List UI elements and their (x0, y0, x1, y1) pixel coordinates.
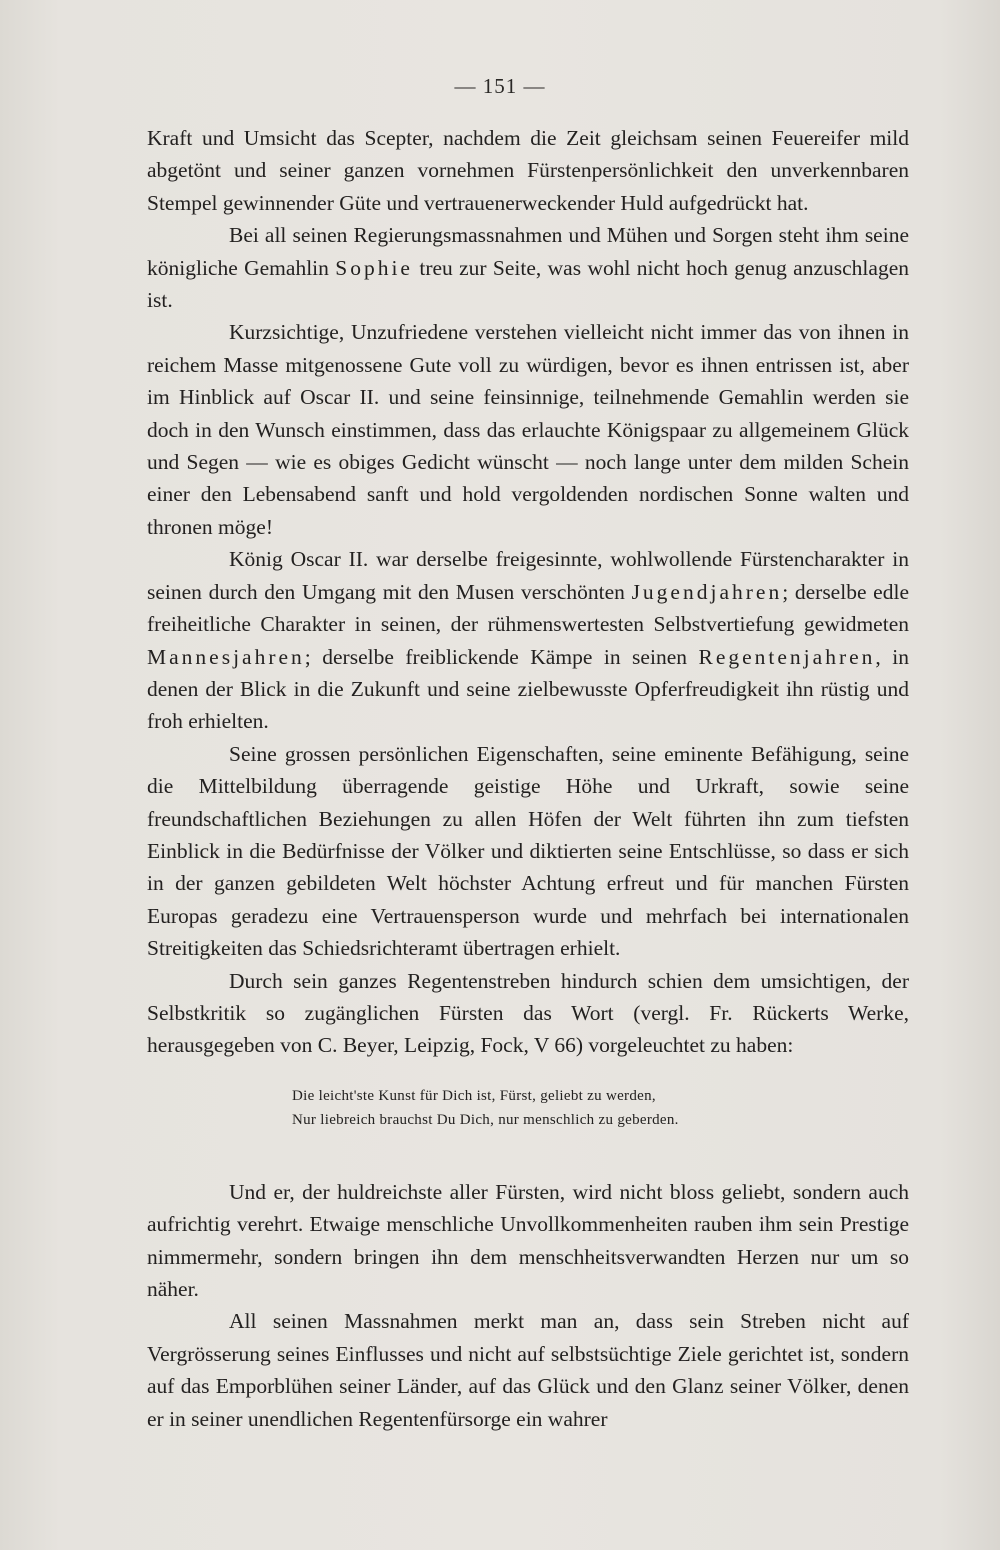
paragraph-8-text: All seinen Massnahmen merkt man an, dass sein Streben nicht auf Vergrösserung seines Einflusses und nicht auf selbstsüchtige Ziele gerichtet ist, sondern auf das Emporblühen seiner Länder, auf das Glück und den Glanz seiner Völker, denen er in seiner unendlichen Regentenfürsorge ein wahrer (147, 1309, 909, 1431)
paragraph-3 (147, 316, 909, 543)
paragraph-2-text-a: Bei all seinen Regierungsmassnahmen und Mühen und Sorgen steht ihm seine königliche Gemahlin (147, 223, 909, 280)
verse-line-1: Die leicht'ste Kunst für Dich ist, Fürst, geliebt zu werden, (292, 1087, 656, 1104)
spaced-name-sophie: Sophie (335, 255, 413, 280)
paragraph-4-text-c: ; derselbe freiblickende Kämpe in seinen (304, 644, 699, 669)
paragraph-2-text-b: treu zur Seite, was wohl nicht hoch genug anzuschlagen ist. (147, 255, 909, 313)
paragraph-1-text: Kraft und Umsicht das Scepter, nachdem die Zeit gleichsam seinen Feuereifer mild abgetönt und seiner ganzen vornehmen Fürstenpersönlichkeit den unverkennbaren Stempel gewinnender Güte und vertrauenerweckender Huld aufgedrückt hat. (147, 126, 909, 215)
paragraph-4-text-b: ; derselbe edle freiheitliche Charakter in seinen, der rühmenswertesten Selbstvertiefung gewidmeten (147, 579, 909, 637)
paragraph-6 (147, 965, 909, 1062)
paragraph-5 (147, 738, 909, 965)
paragraph-3-text: Kurzsichtige, Unzufriedene verstehen vielleicht nicht immer das von ihnen in reichem Masse mitgenossene Gute voll zu würdigen, bevor es ihnen entrissen ist, aber im Hinblick auf Oscar II. und seine feinsinnige, teilnehmende Gemahlin werden sie doch in den Wunsch einstimmen, dass das erlauchte Königspaar zu allgemeinem Glück und Segen — wie es obiges Gedicht wünscht — noch lange unter dem milden Schein einer den Lebensabend sanft und hold vergoldenden nordischen Sonne walten und thronen möge! (147, 320, 909, 539)
verse-line-2: Nur liebreich brauchst Du Dich, nur menschlich zu geberden. (292, 1111, 679, 1128)
paragraph-7 (147, 1176, 909, 1306)
paragraph-5-text: Seine grossen persönlichen Eigenschaften, seine eminente Befähigung, seine die Mittelbildung überragende geistige Höhe und Urkraft, sowie seine freundschaftlichen Beziehungen zu allen Höfen der Welt führten ihn zum tiefsten Einblick in die Bedürfnisse der Völker und diktierten seine Entschlüsse, so dass er sich in der ganzen gebildeten Welt höchster Achtung erfreut und für manchen Fürsten Europas geradezu eine Vertrauensperson wurde und mehrfach bei internationalen Streitigkeiten das Schiedsrichteramt übertragen erhielt. (147, 741, 909, 961)
spaced-word-mannesjahren: Mannesjahren (147, 644, 305, 669)
paragraph-4-text-d: , in denen der Blick in die Zukunft und seine zielbewusste Opferfreudigkeit ihn rüstig und froh erhielten. (147, 644, 909, 734)
body-text (147, 122, 909, 1435)
paragraph-6-text: Durch sein ganzes Regentenstreben hindurch schien dem umsichtigen, der Selbstkritik so zugänglichen Fürsten das Wort (vergl. Fr. Rückerts Werke, herausgegeben von C. Beyer, Leipzig, Fock, V 66) vorgeleuchtet zu haben: (147, 968, 909, 1058)
paragraph-4 (147, 543, 909, 737)
paragraph-1 (147, 122, 909, 219)
verse-quote (147, 1084, 909, 1132)
paragraph-7-text: Und er, der huldreichste aller Fürsten, wird nicht bloss geliebt, sondern auch aufrichtig verehrt. Etwaige menschliche Unvollkommenheiten rauben ihm sein Prestige nimmermehr, sondern bringen ihn dem menschheitsverwandten Herzen nur um so näher. (147, 1179, 909, 1301)
spaced-word-jugendjahren: Jugendjahren (631, 579, 783, 604)
spaced-word-regentenjahren: Regentenjahren (698, 644, 876, 669)
page-number: — 151 — (454, 74, 546, 98)
paragraph-2 (147, 219, 909, 316)
paragraph-8 (147, 1305, 909, 1435)
paragraph-4-text-a: König Oscar II. war derselbe freigesinnte, wohlwollende Fürstencharakter in seinen durch den Umgang mit den Musen verschönten (147, 547, 909, 604)
